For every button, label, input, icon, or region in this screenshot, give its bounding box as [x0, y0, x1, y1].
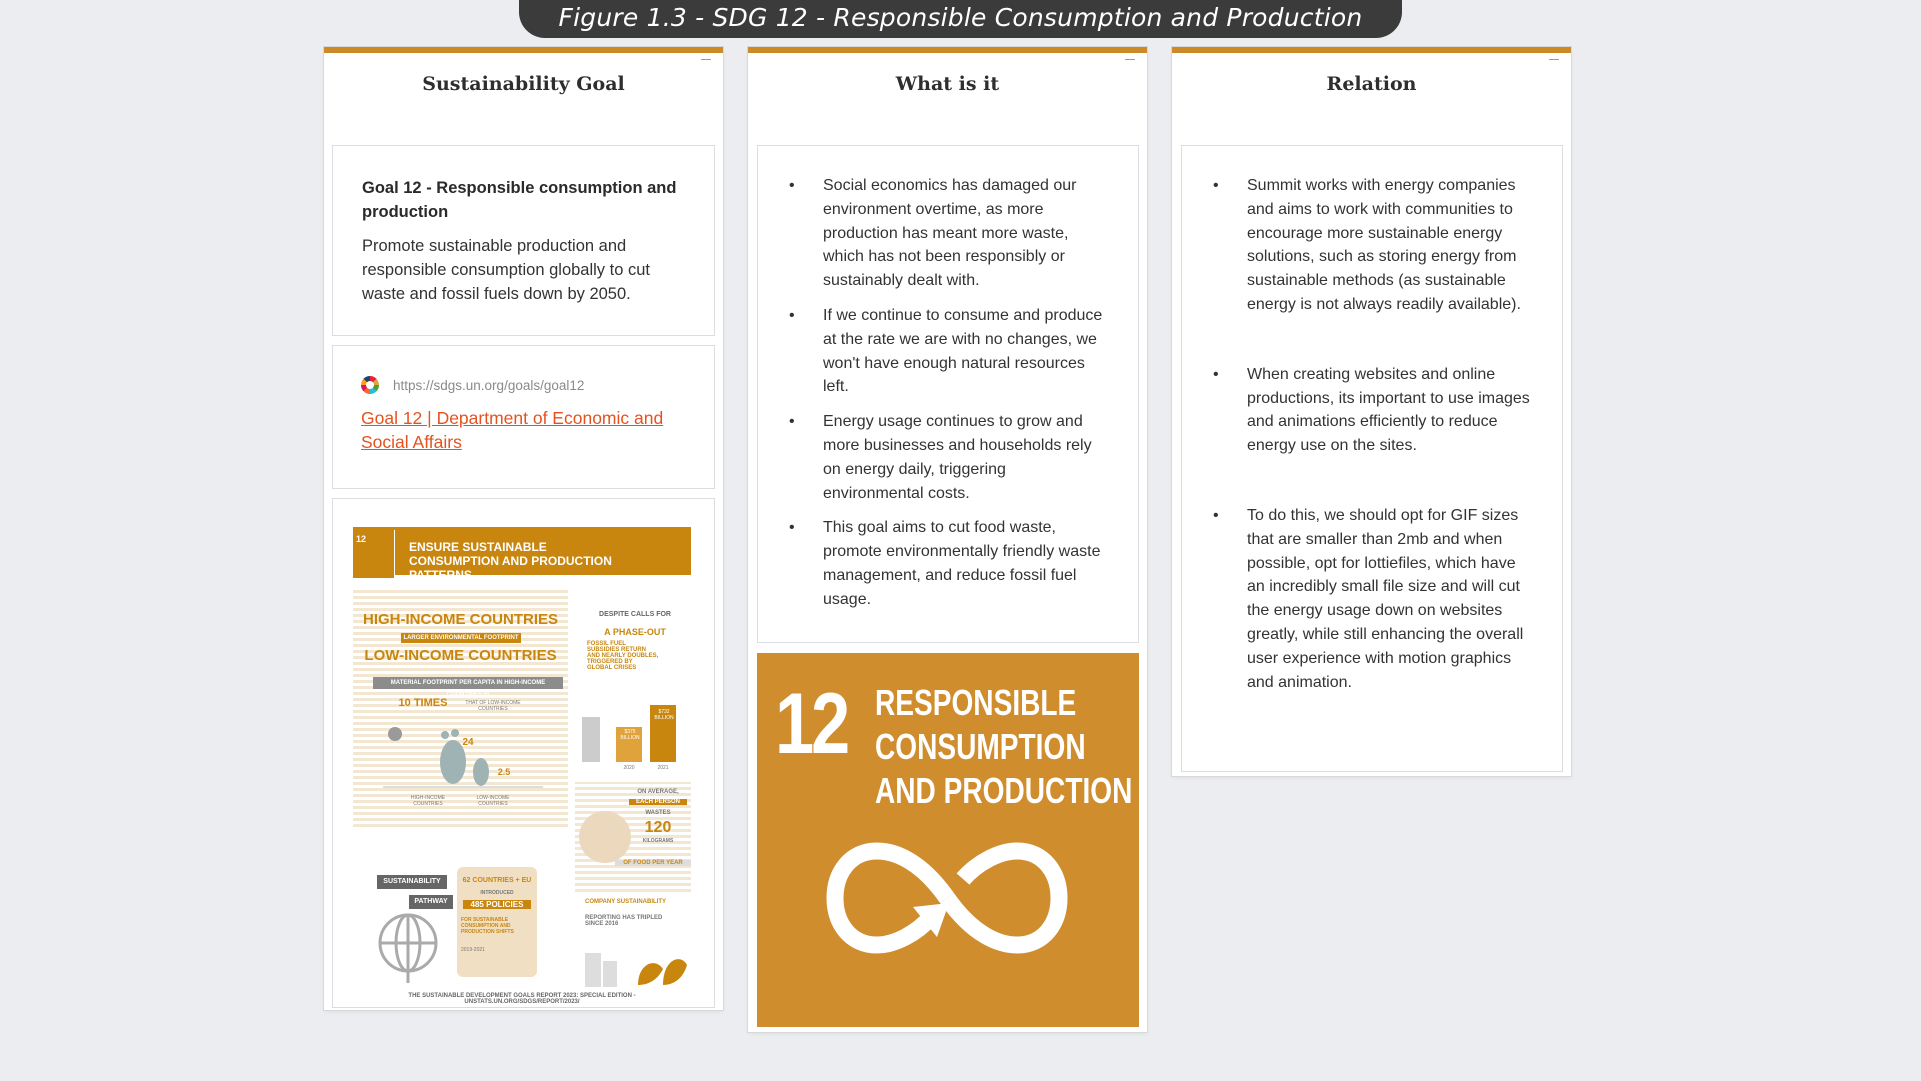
high-income-text: HIGH-INCOME COUNTRIES [363, 611, 558, 628]
food-per-year-tag: OF FOOD PER YEAR [615, 860, 691, 866]
column-title: Relation [1326, 73, 1417, 95]
policy-years: 2019-2021 [461, 947, 485, 953]
column-sustainability-goal [324, 47, 723, 1010]
on-average-text: ON AVERAGE, [637, 789, 679, 795]
sdg12-infographic [353, 527, 691, 1007]
kilograms-text: KILOGRAMS [642, 838, 674, 844]
infographic-header-text: ENSURE SUSTAINABLE CONSUMPTION AND PRODUCTION PATTERNS [409, 540, 612, 582]
year-2020: 2020 [623, 765, 635, 771]
minimize-icon[interactable] [1125, 59, 1135, 60]
column-relation [1172, 47, 1571, 776]
goal-card [332, 145, 715, 336]
kg-120: 120 [644, 819, 672, 836]
goal-link[interactable]: Goal 12 | Department of Economic and Social Affairs [361, 408, 664, 452]
sdg-number: 12 [775, 676, 847, 772]
minimize-icon[interactable] [1549, 59, 1559, 60]
bar-2020-value: $375 BILLION [620, 729, 640, 741]
leaf-icons [583, 939, 688, 989]
relation-bullet-list [1213, 174, 1532, 694]
value-24: 24 [462, 737, 474, 748]
food-waste-bag-icon [575, 789, 635, 869]
countries-eu-text: 62 COUNTRIES + EU [462, 877, 532, 884]
infinity-icon [825, 833, 1069, 963]
reporting-text: REPORTING HAS TRIPLED SINCE 2016 [585, 915, 663, 927]
subsidies-text: FOSSIL FUEL SUBSIDIES RETURN AND NEARLY DOUBLES, TRIGGERED BY GLOBAL CRISES [587, 641, 659, 671]
larger-footprint-tag: LARGER ENVIRONMENTAL FOOTPRINT [401, 633, 521, 643]
link-card[interactable] [332, 345, 715, 489]
infographic-card [332, 498, 715, 1008]
what-card [757, 145, 1139, 643]
column-title: What is it [895, 73, 1000, 95]
column-title: Sustainability Goal [422, 73, 625, 95]
company-text: COMPANY SUSTAINABILITY [585, 899, 667, 905]
policies-tag: 485 POLICIES [463, 900, 531, 909]
value-2-5: 2.5 [497, 767, 511, 777]
list-item: • Energy usage continues to grow and more businesses and households rely on energy daily, triggering environmental costs. [789, 410, 1108, 505]
low-income-text: LOW-INCOME COUNTRIES [364, 647, 557, 664]
wastes-text: WASTES [645, 810, 671, 816]
goal-description: Promote sustainable production and responsible consumption globally to cut waste and fossil fuels down by 2050. [362, 237, 651, 303]
what-bullet-list [789, 174, 1108, 612]
sdg12-tile [757, 653, 1139, 1027]
list-item: • To do this, we should opt for GIF sizes that are smaller than 2mb and when possible, opt for lottiefiles, which have an incredibly small file size and will cut the energy usage down on websites greatly, while still enhancing the overall user experience with motion graphics and animation. [1213, 504, 1532, 694]
list-item: • Social economics has damaged our environment overtime, as more production has meant more waste, which has not been responsibly or sustainably dealt with. [789, 174, 1108, 293]
infographic-badge: 12 [353, 530, 395, 578]
ten-times-text: 10 TIMES [398, 697, 448, 709]
list-item: • This goal aims to cut food waste, promote environmentally friendly waste management, and reduce fossil fuel usage. [789, 516, 1108, 611]
policies-sub: FOR SUSTAINABLE CONSUMPTION AND PRODUCTION SHIFTS [461, 917, 514, 935]
figure-title: Figure 1.3 - SDG 12 - Responsible Consumption and Production [519, 0, 1402, 38]
material-footprint-tag: MATERIAL FOOTPRINT PER CAPITA IN HIGH-INCOME COUNTRIES IS [373, 677, 563, 689]
despite-calls-text: DESPITE CALLS FOR [599, 611, 671, 618]
sdg-title [875, 681, 1132, 813]
globe-icon [373, 905, 443, 985]
footprint-icons [383, 717, 553, 797]
link-url: https://sdgs.un.org/goals/goal12 [393, 377, 585, 393]
link-url-row [361, 376, 686, 394]
introduced-text: INTRODUCED [480, 890, 514, 896]
sdg-title-line: CONSUMPTION [875, 726, 1086, 767]
pathway-tag: PATHWAY [409, 895, 453, 909]
sdg-title-line: RESPONSIBLE [875, 682, 1077, 723]
list-item: • When creating websites and online productions, its important to use images and animations efficiently to reduce energy use on the sites. [1213, 363, 1532, 458]
minimize-icon[interactable] [701, 59, 711, 60]
relation-card [1181, 145, 1563, 772]
each-person-tag: EACH PERSON [629, 799, 687, 805]
year-2021: 2021 [657, 765, 669, 771]
list-item: • If we continue to consume and produce at the rate we are with no changes, we won't have enough natural resources left. [789, 304, 1108, 399]
ten-times-sub: THAT OF LOW-INCOME COUNTRIES [465, 700, 521, 712]
sustainability-tag: SUSTAINABILITY [377, 875, 447, 889]
list-item: • Summit works with energy companies and aims to work with communities to encourage more sustainable energy solutions, such as storing energy from sustainable methods (as sustainable energy is not always readily available). [1213, 174, 1532, 317]
infographic-header [353, 527, 691, 582]
low-income-label: LOW-INCOME COUNTRIES [476, 795, 510, 807]
sdg-title-line: AND PRODUCTION [875, 770, 1133, 811]
sdg-wheel-icon [361, 376, 379, 394]
infographic-footer: THE SUSTAINABLE DEVELOPMENT GOALS REPORT 2023: SPECIAL EDITION - UNSTATS.UN.ORG/SDGS/REPORT/2023/ [408, 993, 636, 1005]
high-income-label: HIGH-INCOME COUNTRIES [410, 795, 446, 807]
phase-out-text: A PHASE-OUT [604, 627, 666, 637]
bar-2021-value: $732 BILLION [654, 709, 674, 721]
goal-heading: Goal 12 - Responsible consumption and production [362, 179, 677, 221]
column-what-is-it [748, 47, 1147, 1032]
